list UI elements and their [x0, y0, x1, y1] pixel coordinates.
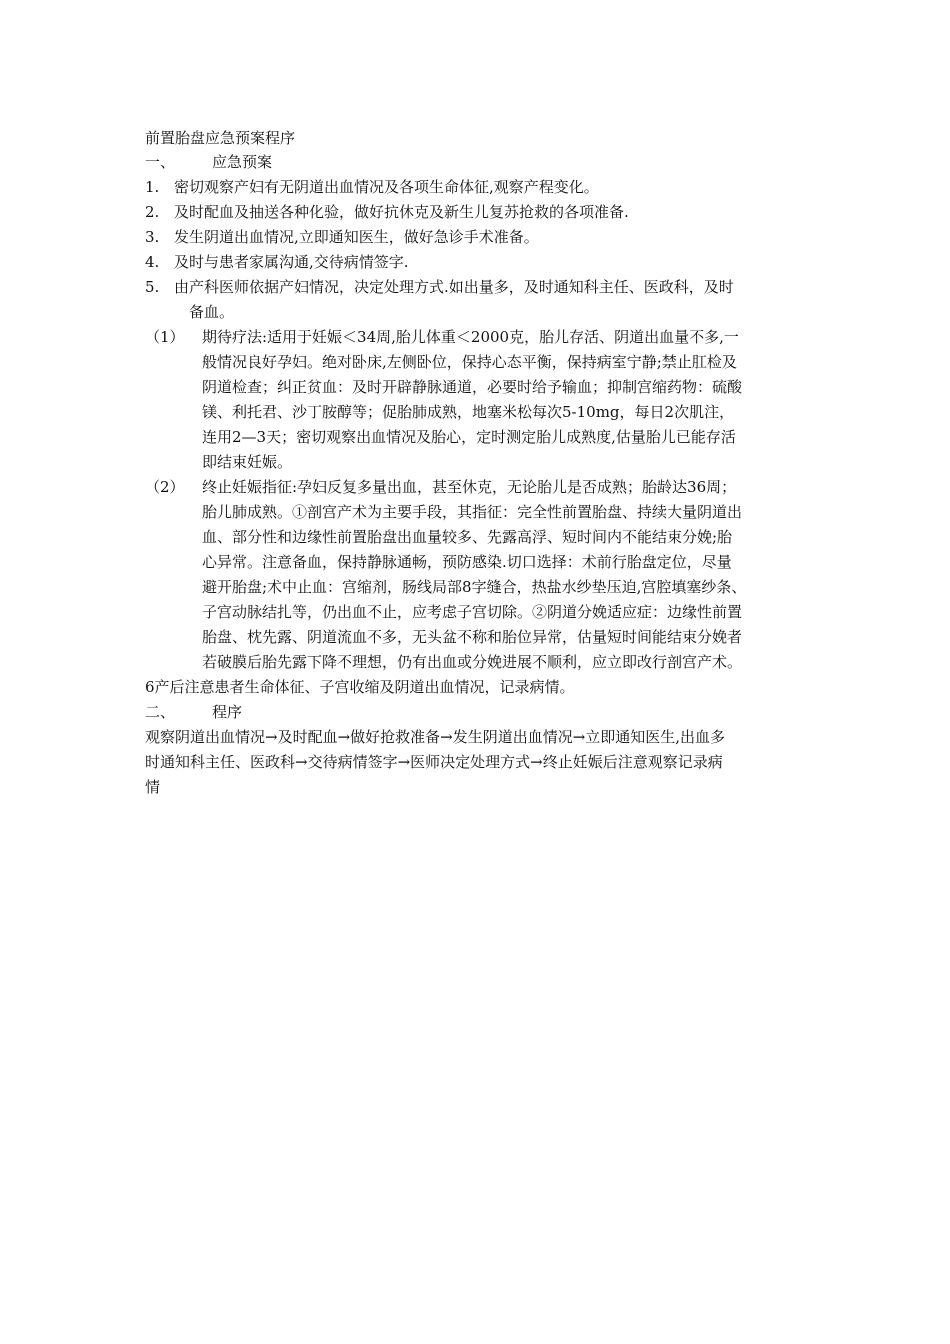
document-title: 前置胎盘应急预案程序 — [145, 129, 296, 147]
item-number: 3. — [145, 228, 160, 246]
subitem-text: 心异常。注意备血，保持静脉通畅，预防感染.切口选择：术前行胎盘定位，尽量 — [202, 553, 732, 571]
subitem-text: 子宫动脉结扎等，仍出血不止，应考虑子宫切除。②阴道分娩适应症：边缘性前置 — [202, 603, 743, 621]
section2-number: 二、 — [145, 703, 176, 721]
procedure-text: 时通知科主任、医政科→交待病情签字→医师决定处理方式→终止妊娠后注意观察记录病 — [145, 753, 723, 771]
subitem-text: 般情况良好孕妇。绝对卧床,左侧卧位，保持心态平衡，保持病室宁静;禁止肛检及 — [202, 353, 737, 371]
section1-label: 应急预案 — [212, 153, 273, 171]
procedure-text: 情 — [145, 778, 161, 796]
item-number: 5. — [145, 278, 160, 296]
item-text: 备血。 — [189, 303, 235, 321]
subitem-text: 即结束妊娠。 — [202, 453, 293, 471]
subitem-text: 避开胎盘;术中止血：宫缩剂，肠线局部8字缝合，热盐水纱垫压迫,宫腔填塞纱条、 — [202, 578, 747, 596]
subitem-number: （1） — [145, 328, 185, 346]
item-text: 密切观察产妇有无阴道出血情况及各项生命体征,观察产程变化。 — [174, 178, 599, 196]
item-number: 1. — [145, 178, 160, 196]
item-text: 由产科医师依据产妇情况，决定处理方式.如出量多，及时通知科主任、医政科，及时 — [174, 278, 734, 296]
subitem-text: 阴道检查；纠正贫血：及时开辟静脉通道，必要时给予输血；抑制宫缩药物：硫酸 — [202, 378, 743, 396]
subitem-text: 胎盘、枕先露、阴道流血不多，无头盆不称和胎位异常，估量短时间能结束分娩者 — [202, 628, 743, 646]
item-text: 发生阴道出血情况,立即通知医生，做好急诊手术准备。 — [174, 228, 539, 246]
subitem-text: 镁、利托君、沙丁胺醇等；促胎肺成熟，地塞米松每次5-10mg，每日2次肌注， — [202, 403, 735, 421]
item-six-text: 6产后注意患者生命体征、子宫收缩及阴道出血情况，记录病情。 — [145, 678, 575, 696]
item-number: 2. — [145, 203, 160, 221]
subitem-text: 血、部分性和边缘性前置胎盘出血量较多、先露高浮、短时间内不能结束分娩;胎 — [202, 528, 733, 546]
subitem-number: （2） — [145, 478, 185, 496]
procedure-text: 观察阴道出血情况→及时配血→做好抢救准备→发生阴道出血情况→立即通知医生,出血多 — [145, 728, 726, 746]
subitem-text: 期待疗法:适用于妊娠＜34周,胎儿体重＜2000克，胎儿存活、阴道出血量不多,一 — [202, 328, 739, 346]
subitem-text: 若破膜后胎先露下降不理想，仍有出血或分娩进展不顺利，应立即改行剖宫产术。 — [202, 653, 743, 671]
section2-label: 程序 — [212, 703, 243, 721]
subitem-text: 胎儿肺成熟。①剖宫产术为主要手段，其指征：完全性前置胎盘、持续大量阴道出 — [202, 503, 743, 521]
item-text: 及时与患者家属沟通,交待病情签字. — [174, 253, 409, 271]
subitem-text: 连用2—3天；密切观察出血情况及胎心，定时测定胎儿成熟度,估量胎儿已能存活 — [202, 428, 736, 446]
section1-number: 一、 — [145, 153, 176, 171]
item-text: 及时配血及抽送各种化验，做好抗休克及新生儿复苏抢救的各项准备. — [174, 203, 629, 221]
subitem-text: 终止妊娠指征:孕妇反复多量出血，甚至休克，无论胎儿是否成熟；胎龄达36周； — [202, 478, 737, 496]
item-number: 4. — [145, 253, 160, 271]
